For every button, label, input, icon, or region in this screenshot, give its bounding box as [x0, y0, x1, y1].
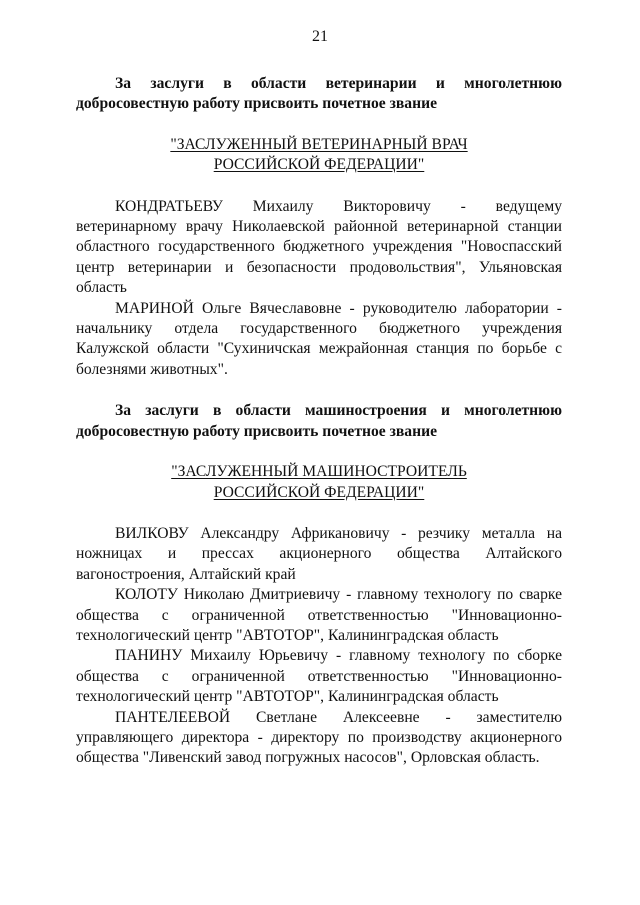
- awardee-list: [76, 197, 562, 381]
- awardee-entry: ПАНИНУ Михаилу Юрьевичу - главному технологу по сборке общества с ограниченной ответственностью "Инновационно-технологический центр "АВТОТОР", Калининградская область: [76, 647, 562, 706]
- awardee-entry: КОЛОТУ Николаю Дмитриевичу - главному технологу по сварке общества с ограниченной ответственностью "Инновационно-технологический центр "АВТОТОР", Калининградская область: [76, 586, 562, 644]
- section-machine-building: [76, 401, 562, 769]
- awardee-entry: МАРИНОЙ Ольге Вячеславовне - руководителю лаборатории - начальнику отдела государственного бюджетного учреждения Калужской области "Сухиничская межрайонная станция по борьбе с болезнями животных".: [76, 299, 562, 378]
- awardee-entry: ПАНТЕЛЕЕВОЙ Светлане Алексеевне - заместителю управляющего директора - директору по производству акционерного общества "Ливенский завод погружных насосов", Орловская область.: [76, 708, 562, 767]
- section-intro: За заслуги в области ветеринарии и многолетнюю добросовестную работу присвоить почетное звание: [76, 75, 562, 113]
- section-intro: За заслуги в области машиностроения и многолетнюю добросовестную работу присвоить почетное звание: [76, 402, 562, 440]
- honorary-title-line: РОССИЙСКОЙ ФЕДЕРАЦИИ": [213, 156, 425, 174]
- honorary-title: [76, 462, 562, 503]
- honorary-title: [76, 135, 562, 176]
- honorary-title-line: "ЗАСЛУЖЕННЫЙ МАШИНОСТРОИТЕЛЬ: [171, 463, 467, 481]
- awardee-list: [76, 524, 562, 769]
- honorary-title-line: "ЗАСЛУЖЕННЫЙ ВЕТЕРИНАРНЫЙ ВРАЧ: [170, 135, 468, 153]
- awardee-entry: ВИЛКОВУ Александру Африкановичу - резчику металла на ножницах и прессах акционерного общества Алтайского вагоностроения, Алтайский край: [76, 524, 562, 583]
- awardee-entry: КОНДРАТЬЕВУ Михаилу Викторовичу - ведущему ветеринарному врачу Николаевской районной ветеринарной станции областного государственного бюджетного учреждения "Новоспасский центр ветеринарии и безопасности продовольствия", Ульяновская область: [76, 197, 562, 297]
- document-body: [76, 74, 562, 769]
- section-veterinary: [76, 74, 562, 380]
- honorary-title-line: РОССИЙСКОЙ ФЕДЕРАЦИИ": [213, 483, 425, 501]
- page-number: 21: [312, 28, 328, 45]
